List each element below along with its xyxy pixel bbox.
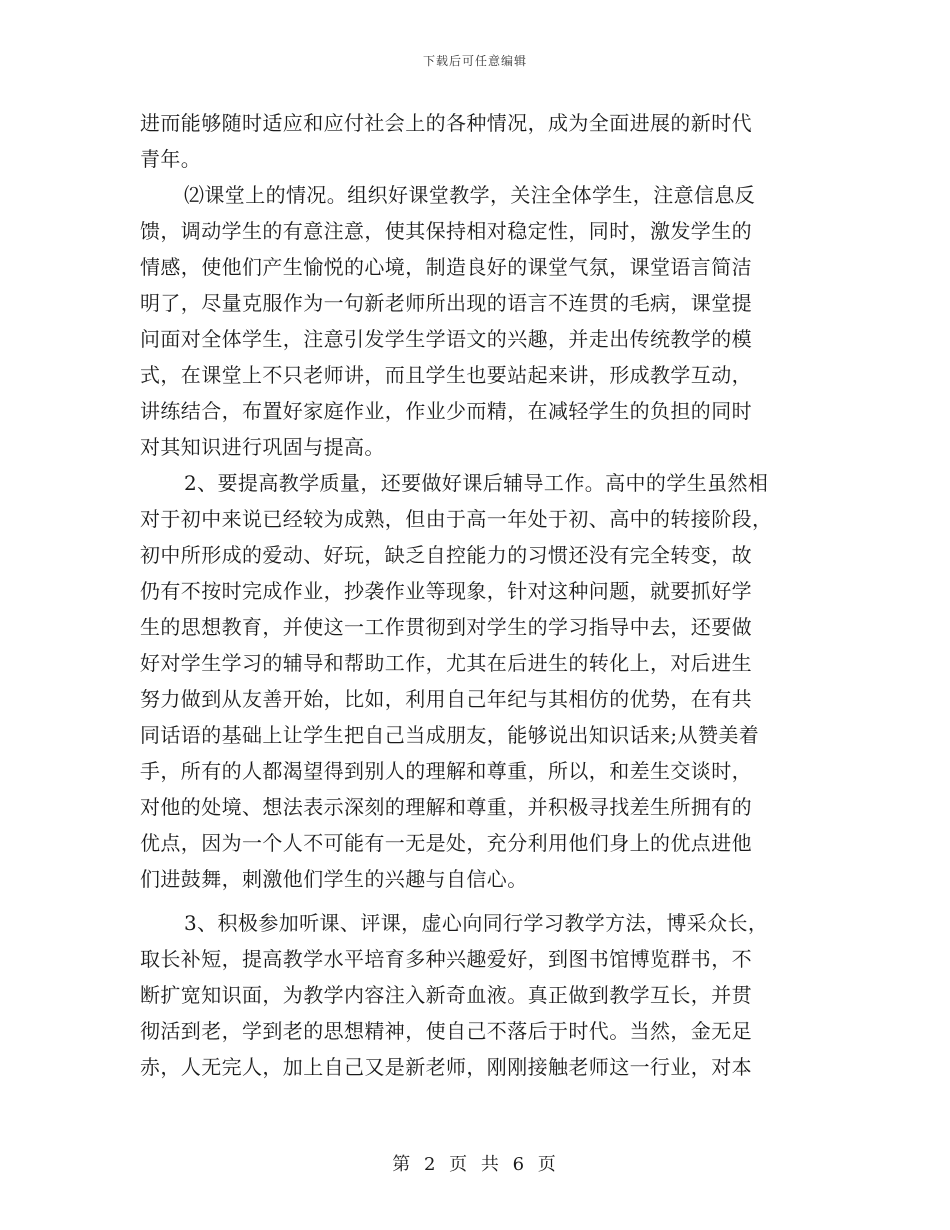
text-line: 好对学生学习的辅导和帮助工作，尤其在后进生的转化上，对后进生: [140, 651, 752, 675]
text-line: 努力做到从友善开始，比如，利用自己年纪与其相仿的优势，在有共: [140, 687, 752, 711]
document-body: [140, 105, 816, 1085]
text-line: 式，在课堂上不只老师讲，而且学生也要站起来讲，形成教学互动，: [140, 363, 752, 387]
text-line: 同话语的基础上让学生把自己当成朋友，能够说出知识话来;从赞美着: [140, 723, 760, 747]
text-line: 对于初中来说已经较为成熟，但由于高一年处于初、高中的转接阶段，: [140, 507, 773, 531]
text-line: 馈，调动学生的有意注意，使其保持相对稳定性，同时，激发学生的: [140, 219, 752, 243]
text-line: 生的思想教育，并使这一工作贯彻到对学生的学习指导中去，还要做: [140, 615, 752, 639]
text-line: 对他的处境、想法表示深刻的理解和尊重，并积极寻找差生所拥有的: [140, 795, 752, 819]
paragraph-spacer: [140, 897, 816, 905]
text-line: 明了，尽量克服作为一句新老师所出现的语言不连贯的毛病，课堂提: [140, 291, 752, 315]
text-line: 问面对全体学生，注意引发学生学语文的兴趣，并走出传统教学的模: [140, 327, 752, 351]
paragraph: [140, 465, 816, 897]
paragraph: [140, 177, 816, 465]
text-line: 3、积极参加听课、评课，虚心向同行学习教学方法，博采众长，: [184, 911, 769, 935]
text-line: 对其知识进行巩固与提高。: [140, 435, 385, 459]
text-line: 优点，因为一个人不可能有一无是处，充分利用他们身上的优点进他: [140, 831, 752, 855]
text-line: ⑵课堂上的情况。组织好课堂教学，关注全体学生，注意信息反: [184, 183, 756, 207]
text-line: 手，所有的人都渴望得到别人的理解和尊重，所以，和差生交谈时，: [140, 759, 752, 783]
text-line: 仍有不按时完成作业，抄袭作业等现象，针对这种问题，就要抓好学: [140, 579, 752, 603]
paragraph: [140, 905, 816, 1085]
text-line: 取长补短，提高教学水平培育多种兴趣爱好，到图书馆博览群书，不: [140, 947, 752, 971]
text-line: 初中所形成的爱动、好玩，缺乏自控能力的习惯还没有完全转变，故: [140, 543, 752, 567]
text-line: 讲练结合，布置好家庭作业，作业少而精，在减轻学生的负担的同时: [140, 399, 752, 423]
page-number: 第 2 页 共 6 页: [392, 1154, 558, 1175]
text-line: 断扩宽知识面，为教学内容注入新奇血液。真正做到教学互长，并贯: [140, 983, 752, 1007]
text-line: 青年。: [140, 147, 202, 171]
page-header: 下载后可任意编辑: [422, 54, 527, 68]
text-line: 情感，使他们产生愉悦的心境，制造良好的课堂气氛，课堂语言简洁: [140, 255, 752, 279]
text-line: 们进鼓舞，刺激他们学生的兴趣与自信心。: [140, 867, 528, 891]
text-line: 彻活到老，学到老的思想精神，使自己不落后于时代。当然，金无足: [140, 1019, 752, 1043]
text-line: 进而能够随时适应和应付社会上的各种情况，成为全面进展的新时代: [140, 111, 752, 135]
text-line: 赤，人无完人，加上自己又是新老师，刚刚接触老师这一行业，对本: [140, 1055, 752, 1079]
text-line: 2、要提高教学质量，还要做好课后辅导工作。高中的学生虽然相: [184, 471, 769, 495]
paragraph: [140, 105, 816, 177]
